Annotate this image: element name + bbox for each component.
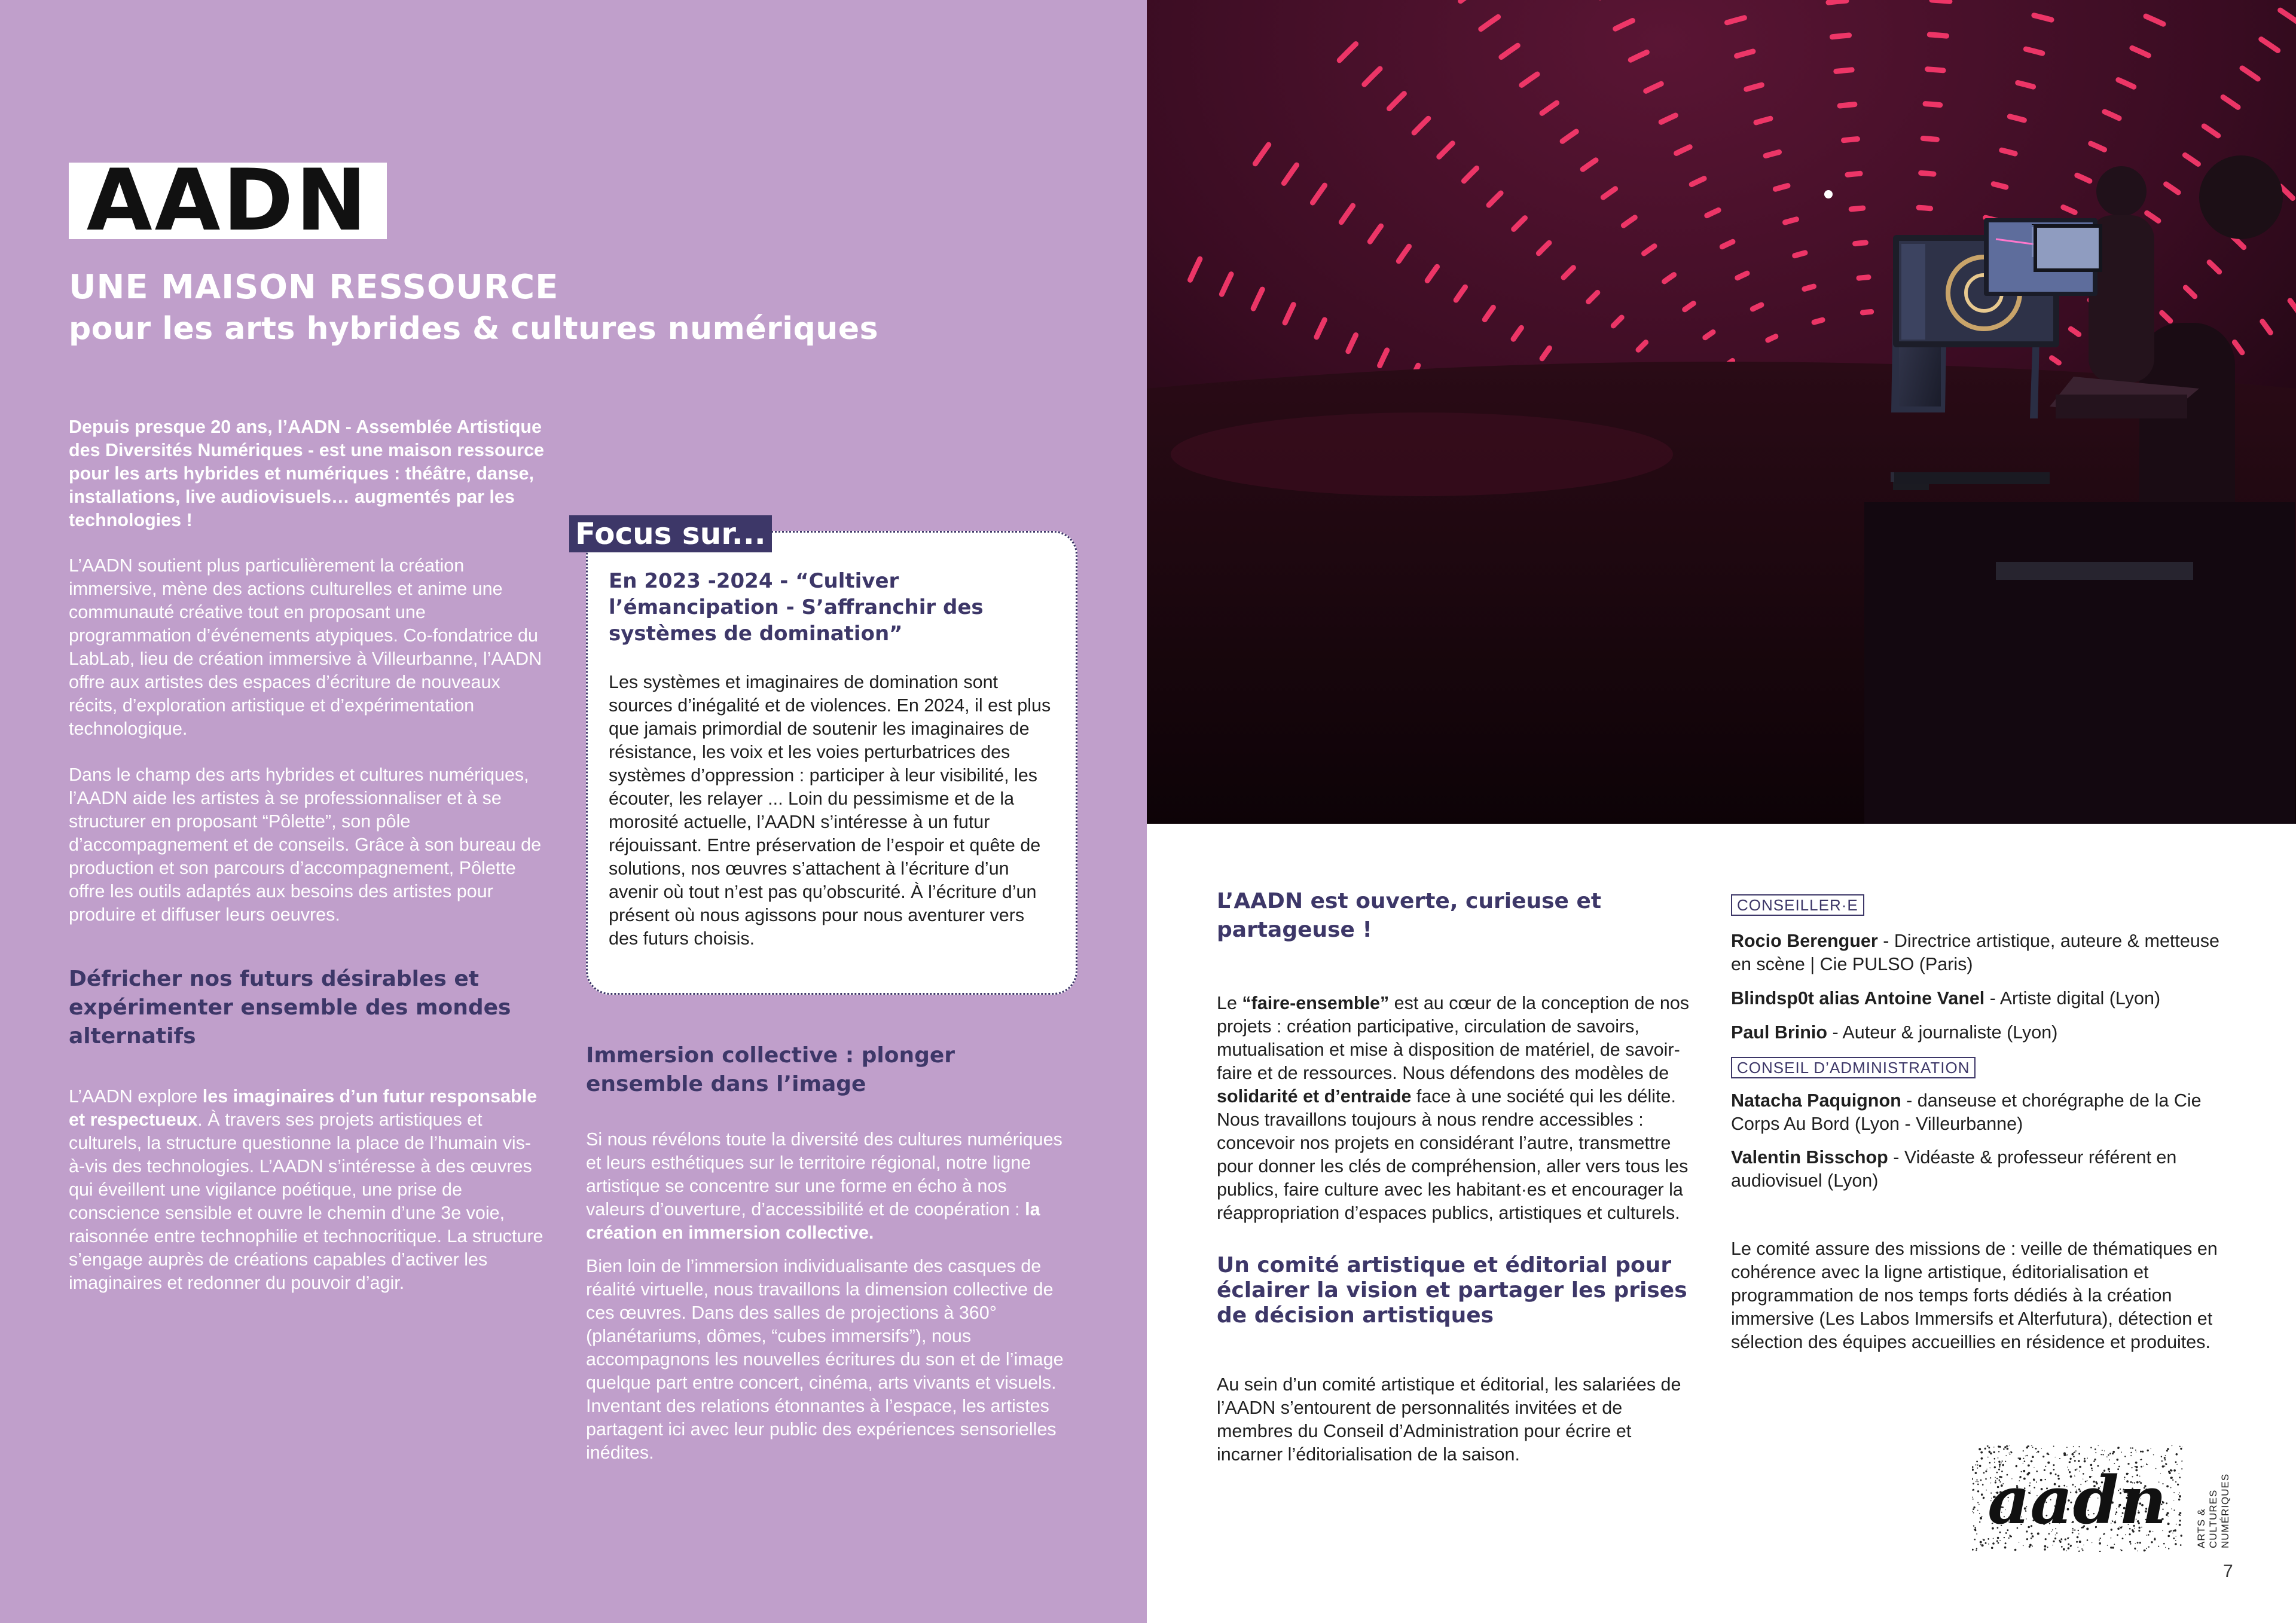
- speckle-dot: [2059, 1458, 2060, 1459]
- speckle-dot: [2167, 1523, 2170, 1525]
- speckle-dot: [1973, 1489, 1974, 1491]
- speckle-dot: [1977, 1465, 1979, 1466]
- dome-light-stripe: [1932, 0, 1950, 1]
- speckle-dot: [1973, 1483, 1974, 1485]
- speckle-dot: [2063, 1452, 2066, 1454]
- dome-light-stripe: [1919, 207, 1931, 209]
- speckle-dot: [2132, 1447, 2133, 1448]
- speckle-dot: [2082, 1549, 2083, 1551]
- speckle-dot: [1980, 1451, 1983, 1454]
- dome-light-stripe: [1923, 139, 1937, 140]
- dome-light-stripe: [1768, 337, 1776, 340]
- speckle-dot: [1993, 1451, 1995, 1453]
- speckle-dot: [1983, 1539, 1985, 1541]
- speckle-dot: [2037, 1451, 2039, 1453]
- speckle-dot: [2014, 1549, 2017, 1551]
- dome-light-stripe: [1785, 219, 1797, 222]
- speckle-dot: [2023, 1545, 2024, 1546]
- speckle-dot: [2164, 1459, 2166, 1460]
- speckle-dot: [2166, 1486, 2169, 1488]
- speckle-dot: [2166, 1450, 2168, 1451]
- speckle-dot: [2095, 1448, 2096, 1450]
- speckle-dot: [2070, 1546, 2071, 1547]
- speckle-dot: [1979, 1504, 1980, 1505]
- speckle-dot: [1999, 1540, 2001, 1541]
- speckle-dot: [2067, 1454, 2068, 1456]
- speckle-dot: [2168, 1516, 2169, 1517]
- speckle-dot: [1996, 1541, 1998, 1542]
- speckle-dot: [1979, 1521, 1980, 1523]
- speckle-dot: [1983, 1472, 1985, 1474]
- dome-light-stripe: [1921, 173, 1934, 174]
- speckle-dot: [2078, 1547, 2079, 1548]
- speckle-dot: [1972, 1466, 1974, 1468]
- speckle-dot: [2099, 1539, 2100, 1541]
- speckle-dot: [2141, 1459, 2142, 1460]
- speckle-dot: [2173, 1530, 2175, 1532]
- comite-missions-text: Le comité assure des missions de : veille de thématiques en cohérence avec la ligne artistique, éditorialisation et programmation de nos temps forts dédiés à la création immersive (Les Labos Immersifs et Alterfutura), détection et sélection des équipes accueillies en résidence et produites.: [1731, 1239, 2218, 1352]
- speckle-dot: [2178, 1499, 2180, 1500]
- speckle-dot: [2142, 1451, 2144, 1453]
- speckle-dot: [1987, 1457, 1989, 1458]
- speckle-dot: [2004, 1546, 2007, 1549]
- speckle-dot: [2139, 1542, 2141, 1543]
- speckle-dot: [2181, 1535, 2182, 1536]
- speckle-dot: [2173, 1469, 2176, 1472]
- dome-light-stripe: [1851, 208, 1863, 209]
- speckle-dot: [1985, 1478, 1987, 1480]
- immersion-paragraph-1: Si nous révélons toute la diversité des cultures numériques et leurs esthétiques sur le territoire régional, notre ligne artistique se concentre sur une forme en écho à nos valeurs d’ouverture, d’accessibilité et de coopération : la création en immersion collective.: [586, 1129, 1062, 1243]
- speckle-dot: [1986, 1490, 1987, 1491]
- dome-light-stripe: [1775, 186, 1788, 189]
- speckle-dot: [1974, 1529, 1975, 1530]
- speckle-dot: [2073, 1456, 2075, 1457]
- speckle-dot: [1988, 1447, 1990, 1448]
- speckle-dot: [2079, 1550, 2080, 1551]
- speckle-dot: [2097, 1445, 2099, 1446]
- dome-light-stripe: [1766, 152, 1779, 156]
- intro-lead: Depuis presque 20 ans, l’AADN - Assemblée Artistique des Diversités Numériques - est une maison ressource pour les arts hybrides et numériques : théâtre, danse, installations, live audiovisuels… augmentés par les technologies !: [69, 417, 545, 530]
- speckle-dot: [2031, 1445, 2032, 1446]
- speckle-dot: [2063, 1548, 2065, 1551]
- speckle-dot: [2060, 1541, 2062, 1543]
- speckle-dot: [2175, 1540, 2176, 1541]
- speckle-dot: [2053, 1541, 2054, 1542]
- speckle-dot: [1989, 1451, 1991, 1453]
- speckle-dot: [1980, 1517, 1982, 1520]
- speckle-dot: [1991, 1547, 1993, 1549]
- aadn-brand-logo: [1972, 1445, 2182, 1552]
- speckle-dot: [2181, 1460, 2182, 1462]
- dome-light-stripe: [2002, 150, 2015, 154]
- speckle-dot: [2009, 1453, 2010, 1454]
- speckle-dot: [2173, 1538, 2175, 1539]
- speckle-dot: [1994, 1458, 1996, 1460]
- speckle-dot: [2068, 1547, 2070, 1549]
- speckle-dot: [1973, 1508, 1974, 1510]
- speckle-dot: [1972, 1497, 1973, 1498]
- speckle-dot: [2137, 1551, 2138, 1552]
- speckle-dot: [1998, 1445, 1999, 1447]
- speckle-dot: [1987, 1445, 1989, 1447]
- dome-light-stripe: [1836, 70, 1852, 72]
- speckle-dot: [2048, 1454, 2049, 1455]
- speckle-dot: [1977, 1502, 1979, 1503]
- speckle-dot: [2081, 1548, 2083, 1549]
- speckle-dot: [1977, 1490, 1979, 1492]
- speckle-dot: [1976, 1533, 1977, 1535]
- speckle-dot: [2172, 1480, 2173, 1481]
- speckle-dot: [2179, 1524, 2181, 1526]
- speckle-dot: [1975, 1472, 1977, 1474]
- conseiller-3: Paul Brinio - Auteur & journaliste (Lyon): [1731, 1022, 2058, 1043]
- speckle-dot: [2176, 1453, 2178, 1456]
- speckle-dot: [2129, 1541, 2131, 1543]
- speckle-dot: [1980, 1480, 1982, 1481]
- speckle-dot: [2074, 1451, 2075, 1453]
- speckle-dot: [2168, 1548, 2169, 1549]
- speckle-dot: [2010, 1454, 2011, 1455]
- intro-paragraph-1: L’AADN soutient plus particulièrement la création immersive, mène des actions culturelles et anime une communauté créative tout en proposant une programmation d’événements atypiques. Co-fondatrice du LabLab, lieu de création immersive à Villeurbanne, l’AADN offre aux artistes des espaces d’écriture de nouveaux récits, d’exploration artistique et d’expérimentation technologique.: [69, 555, 542, 739]
- speckle-dot: [1974, 1539, 1976, 1541]
- speckle-dot: [2106, 1456, 2108, 1457]
- aadn-logo: [69, 151, 387, 250]
- dome-light-stripe: [1863, 312, 1871, 313]
- speckle-dot: [1998, 1542, 1999, 1544]
- dome-light-stripe: [1844, 139, 1858, 140]
- speckle-dot: [2003, 1448, 2005, 1450]
- ca-member-2: Valentin Bisschop - Vidéaste & professeur référent en audiovisuel (Lyon): [1731, 1147, 2177, 1191]
- subtitle-tagline: pour les arts hybrides & cultures numériques: [69, 311, 879, 347]
- speckle-dot: [2179, 1520, 2181, 1521]
- speckle-dot: [2076, 1541, 2078, 1543]
- speckle-dot: [2073, 1446, 2074, 1447]
- speckle-dot: [2061, 1546, 2063, 1548]
- speckle-dot: [1976, 1549, 1977, 1551]
- brand-side-text: ARTS & CULTURES NUMÉRIQUES: [2196, 1473, 2231, 1548]
- dome-light-stripe: [1795, 253, 1805, 256]
- speckle-dot: [2042, 1456, 2044, 1457]
- speckle-dot: [1977, 1484, 1979, 1486]
- speckle-dot: [2130, 1452, 2132, 1453]
- speckle-dot: [2169, 1531, 2170, 1533]
- speckle-dot: [2176, 1464, 2178, 1465]
- speckle-dot: [1992, 1542, 1995, 1545]
- speckle-dot: [1977, 1468, 1978, 1469]
- speckle-dot: [2130, 1447, 2132, 1448]
- speckle-dot: [2018, 1457, 2019, 1459]
- section-futurs-heading: Défricher nos futurs désirables et expérimenter ensemble des mondes alternatifs: [69, 967, 511, 1049]
- dome-light-stripe: [1814, 320, 1822, 322]
- speckle-dot: [2109, 1453, 2111, 1454]
- speckle-dot: [2044, 1548, 2045, 1550]
- speckle-dot: [2130, 1543, 2131, 1544]
- speckle-dot: [2171, 1445, 2172, 1446]
- subtitle-title: UNE MAISON RESSOURCE: [69, 268, 559, 307]
- speckle-dot: [2023, 1458, 2024, 1459]
- speckle-dot: [1977, 1510, 1979, 1511]
- speckle-dot: [2005, 1455, 2007, 1456]
- speckle-dot: [2107, 1545, 2108, 1546]
- speckle-dot: [2044, 1545, 2047, 1548]
- speckle-dot: [2099, 1542, 2101, 1545]
- speckle-dot: [1979, 1465, 1981, 1468]
- dome-light-stripe: [2010, 117, 2024, 120]
- speckle-dot: [2170, 1487, 2172, 1488]
- speckle-dot: [1988, 1543, 1989, 1545]
- speckle-dot: [2146, 1548, 2147, 1549]
- speckle-dot: [2087, 1457, 2088, 1459]
- focus-title: En 2023 -2024 - “Cultiver l’émancipation - S’affranchir des systèmes de domination”: [609, 569, 984, 646]
- conseiller-1: Rocio Berenguer - Directrice artistique, auteure & metteuse en scène | Cie PULSO (Paris): [1731, 931, 2220, 974]
- speckle-dot: [1985, 1471, 1987, 1472]
- speckle-dot: [2153, 1454, 2154, 1456]
- speckle-dot: [1975, 1465, 1976, 1466]
- section-futurs-text: L’AADN explore les imaginaires d’un futur responsable et respectueux. À travers ses projets artistiques et culturels, la structure questionne la place de l’humain vis-à-vis des technologies. L’AADN s’intéresse à des œuvres qui éveillent une vigilance poétique, une prise de conscience sensible et ouvre le chemin d’une 3e voie, raisonnée entre technophilie et technocritique. La structure s’engage auprès de créations capables d’activer les imaginaires et redonner du pouvoir d’agir.: [69, 1086, 544, 1293]
- speckle-dot: [2175, 1481, 2176, 1483]
- speckle-dot: [2011, 1451, 2013, 1453]
- speckle-dot: [1981, 1544, 1984, 1546]
- speckle-dot: [2167, 1535, 2170, 1538]
- speckle-dot: [1979, 1448, 1981, 1450]
- speckle-dot: [2177, 1484, 2179, 1486]
- speckle-dot: [1980, 1541, 1982, 1543]
- speckle-dot: [1973, 1525, 1974, 1526]
- speckle-dot: [2112, 1453, 2114, 1454]
- speckle-dot: [2032, 1545, 2033, 1546]
- conseiller-2: Blindsp0t alias Antoine Vanel - Artiste digital (Lyon): [1731, 988, 2161, 1008]
- speckle-dot: [1977, 1481, 1979, 1483]
- speckle-dot: [2135, 1450, 2136, 1451]
- speckle-dot: [2072, 1453, 2074, 1456]
- speckle-dot: [2069, 1458, 2071, 1460]
- speckle-dot: [2032, 1447, 2034, 1448]
- speckle-dot: [2140, 1459, 2141, 1460]
- speckle-dot: [2019, 1457, 2021, 1460]
- speckle-dot: [2178, 1494, 2179, 1495]
- speckle-dot: [2100, 1454, 2102, 1455]
- intro-paragraph-2: Dans le champ des arts hybrides et cultures numériques, l’AADN aide les artistes à se professionnaliser et à se structurer en proposant “Pôlette”, son pôle d’accompagnement et de conseils. Grâce à son bureau de production et son parcours d’accompagnement, Pôlette offre les outils adaptés aux besoins des artistes pour produire et diffuser leurs oeuvres.: [69, 765, 542, 925]
- speckle-dot: [1984, 1448, 1986, 1450]
- speckle-dot: [2078, 1446, 2080, 1447]
- speckle-dot: [2102, 1454, 2103, 1455]
- speckle-dot: [2095, 1459, 2096, 1460]
- speckle-dot: [2112, 1451, 2115, 1453]
- speckle-dot: [1993, 1447, 1995, 1448]
- speckle-dot: [1976, 1481, 1977, 1483]
- speckle-dot: [2029, 1546, 2031, 1548]
- speckle-dot: [2047, 1546, 2048, 1548]
- dome-light-stripe: [1848, 173, 1860, 175]
- speckle-dot: [1982, 1484, 1984, 1486]
- speckle-dot: [2167, 1448, 2169, 1450]
- speckle-dot: [2179, 1495, 2181, 1497]
- speckle-dot: [2007, 1448, 2009, 1450]
- speckle-dot: [2109, 1459, 2110, 1460]
- speckle-dot: [2108, 1454, 2109, 1456]
- speckle-dot: [2161, 1456, 2162, 1457]
- speckle-dot: [1972, 1478, 1973, 1480]
- speckle-dot: [2169, 1472, 2171, 1474]
- speckle-dot: [2068, 1543, 2069, 1545]
- dome-light-stripe: [1855, 243, 1866, 244]
- speckle-dot: [2180, 1448, 2182, 1450]
- logo-text: AADN: [86, 151, 370, 250]
- dome-light-stripe: [1840, 105, 1855, 106]
- speckle-dot: [1998, 1457, 1999, 1459]
- ouverte-heading: L’AADN est ouverte, curieuse et partageuse !: [1217, 889, 1602, 942]
- speckle-dot: [2145, 1550, 2146, 1551]
- speckle-dot: [2179, 1492, 2180, 1493]
- speckle-dot: [1979, 1513, 1980, 1514]
- speckle-dot: [2112, 1546, 2114, 1549]
- dome-light-stripe: [1859, 277, 1868, 279]
- speckle-dot: [2179, 1446, 2181, 1447]
- speckle-dot: [2099, 1551, 2101, 1552]
- speckle-dot: [2075, 1450, 2077, 1451]
- speckle-dot: [1981, 1516, 1983, 1517]
- speckle-dot: [2181, 1468, 2182, 1469]
- speckle-dot: [1972, 1549, 1974, 1551]
- dome-projection-image: [1147, 0, 2296, 824]
- speckle-dot: [2095, 1452, 2096, 1453]
- dome-light-stripe: [1993, 184, 2006, 187]
- dome-light-stripe: [1832, 35, 1849, 37]
- speckle-dot: [1981, 1457, 1983, 1460]
- speckle-dot: [2032, 1456, 2034, 1458]
- dome-light-stripe: [1928, 69, 1944, 71]
- speckle-dot: [2171, 1470, 2173, 1472]
- speckle-dot: [2121, 1451, 2122, 1453]
- speckle-dot: [1974, 1527, 1976, 1528]
- speckle-dot: [2087, 1539, 2089, 1541]
- speckle-dot: [2026, 1455, 2028, 1456]
- speckle-dot: [1973, 1499, 1974, 1500]
- page-number: 7: [2223, 1561, 2233, 1581]
- speckle-dot: [2066, 1550, 2068, 1551]
- aadn-logo-lettering: aadn: [1987, 1462, 2167, 1539]
- speckle-dot: [2078, 1453, 2080, 1455]
- dome-light-stripe: [1828, 1, 1846, 2]
- speckle-dot: [2124, 1456, 2126, 1457]
- speckle-dot: [2174, 1529, 2176, 1532]
- speckle-dot: [1980, 1544, 1981, 1545]
- speckle-dot: [1990, 1453, 1992, 1455]
- speckle-dot: [2171, 1508, 2172, 1509]
- speckle-dot: [1972, 1469, 1974, 1471]
- speckle-dot: [2053, 1445, 2054, 1447]
- speckle-dot: [2175, 1461, 2177, 1463]
- speckle-dot: [2154, 1539, 2155, 1541]
- speckle-dot: [2005, 1542, 2007, 1544]
- speckle-dot: [2176, 1524, 2177, 1525]
- speckle-dot: [1976, 1480, 1977, 1481]
- speckle-dot: [2009, 1445, 2010, 1446]
- speckle-dot: [2006, 1445, 2008, 1447]
- immersion-heading: Immersion collective : plonger ensemble dans l’image: [586, 1043, 955, 1096]
- speckle-dot: [2175, 1543, 2177, 1545]
- dome-light-stripe: [1929, 35, 1946, 36]
- speckle-dot: [2165, 1547, 2166, 1548]
- dome-light-stripe: [1925, 104, 1940, 105]
- speckle-dot: [2110, 1546, 2112, 1548]
- speckle-dot: [2078, 1551, 2080, 1552]
- speckle-dot: [1973, 1506, 1975, 1508]
- dome-light-stripe: [1805, 286, 1814, 289]
- speckle-dot: [2173, 1509, 2175, 1511]
- speckle-dot: [2179, 1477, 2181, 1478]
- speckle-dot: [1983, 1497, 1984, 1499]
- speckle-dot: [1998, 1451, 1999, 1452]
- speckle-dot: [2066, 1447, 2068, 1448]
- focus-text: Les systèmes et imaginaires de domination sont sources d’inégalité et de violences. En 2024, il est plus que jamais primordial de soutenir les imaginaires de résistance, les voix et les voies perturbatrices des systèmes d’oppression : participer à leur visibilité, les écouter, les relayer ... Loin du pessimisme et de la morosité actuelle, l’AADN s’intéresse à un futur réjouissant. Entre préservation de l’espoir et quête de solutions, nos œuvres s’attachent à l’écriture d’un avenir où tout n’est pas qu’obscurité. À l’écriture d’un présent où nous agissons pour nous aventurer vers des futurs choisis.: [609, 672, 1051, 949]
- performance-photo: [1147, 0, 2296, 824]
- speckle-dot: [2165, 1455, 2166, 1456]
- speckle-dot: [2084, 1458, 2086, 1460]
- speckle-dot: [1976, 1461, 1978, 1463]
- speckle-dot: [2158, 1546, 2159, 1547]
- speckle-dot: [2137, 1542, 2139, 1543]
- speckle-dot: [1981, 1493, 1983, 1496]
- speckle-dot: [1985, 1542, 1987, 1544]
- ca-member-1: Natacha Paquignon - danseuse et chorégraphe de la Cie Corps Au Bord (Lyon - Villeurbanne): [1731, 1090, 2202, 1134]
- speckle-dot: [2144, 1549, 2145, 1551]
- speckle-dot: [2170, 1477, 2172, 1479]
- speckle-dot: [2090, 1447, 2092, 1448]
- speckle-dot: [2140, 1451, 2142, 1453]
- speckle-dot: [2079, 1541, 2081, 1543]
- dome-light-stripe: [1752, 305, 1761, 309]
- speckle-dot: [2178, 1514, 2180, 1516]
- speckle-dot: [2180, 1544, 2182, 1546]
- speckle-dot: [2121, 1549, 2123, 1551]
- speckle-dot: [2179, 1512, 2182, 1514]
- focus-label: Focus sur...: [569, 515, 772, 552]
- speckle-dot: [2104, 1450, 2105, 1451]
- speckle-dot: [2148, 1546, 2150, 1548]
- ouverte-text: Le “faire-ensemble” est au cœur de la conception de nos projets : création participative, circulation de savoirs, mutualisation et mise à disposition de matériel, de savoir-faire et de ressources. Nous défendons des modèles de solidarité et d’entraide face à une société qui les délite. Nous travaillons toujours à nous rendre accessibles : concevoir nos projets en considérant l’autre, transmettre pour donner les clés de compréhension, aller vers tous les publics, faire culture avec les habitant·es et encourager la réappropriation d’espaces publics, artistiques et culturels.: [1217, 993, 1690, 1223]
- speckle-dot: [2147, 1450, 2149, 1451]
- speckle-dot: [2135, 1548, 2136, 1549]
- speckle-dot: [2073, 1452, 2074, 1453]
- speckle-dot: [2004, 1446, 2006, 1448]
- immersion-paragraph-2: Bien loin de l’immersion individualisante des casques de réalité virtuelle, nous travaillons la dimension collective de ces œuvres. Dans des salles de projections à 360° (planétariums, dômes, “cubes immersifs”), nous accompagnons les nouvelles écritures du son et de l’image quelque part entre concert, cinéma, arts vivants et visuels. Inventant des relations étonnantes à l’espace, les artistes partagent ici avec leur public des expériences sensorielles inédites.: [586, 1256, 1064, 1463]
- speckle-dot: [2151, 1541, 2152, 1543]
- speckle-dot: [2117, 1448, 2119, 1450]
- speckle-dot: [2035, 1448, 2037, 1450]
- speckle-dot: [2102, 1450, 2103, 1451]
- ca-tag: CONSEIL D’ADMINISTRATION: [1731, 1057, 1976, 1078]
- speckle-dot: [2164, 1457, 2166, 1459]
- speckle-dot: [1973, 1512, 1974, 1514]
- comite-text: Au sein d’un comité artistique et éditorial, les salariées de l’AADN s’entourent de personnalités invitées et de membres du Conseil d’Administration pour écrire et incarner l’éditorialisation de la saison.: [1217, 1374, 1681, 1465]
- speckle-dot: [2163, 1543, 2165, 1545]
- speckle-dot: [2130, 1455, 2132, 1456]
- speckle-dot: [2114, 1544, 2115, 1545]
- comite-heading: Un comité artistique et éditorial pour éclairer la vision et partager les prises de décision artistiques: [1217, 1253, 1687, 1328]
- speckle-dot: [2117, 1459, 2119, 1461]
- speckle-dot: [1976, 1548, 1977, 1549]
- speckle-dot: [2173, 1492, 2175, 1493]
- speckle-dot: [2120, 1549, 2121, 1550]
- conseillers-tag: CONSEILLER·E: [1731, 894, 1864, 916]
- speckle-dot: [2023, 1450, 2024, 1451]
